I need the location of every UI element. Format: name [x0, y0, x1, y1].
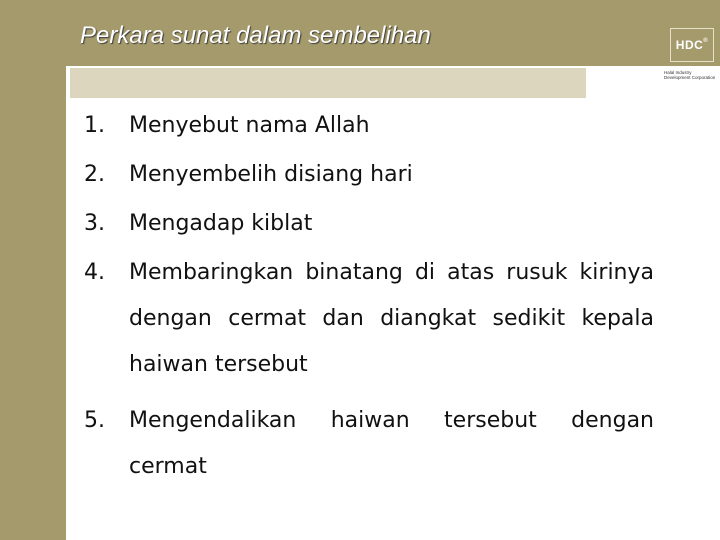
logo-caption [664, 70, 720, 80]
list-item [84, 159, 654, 191]
list-item-text: Mengadap kiblat [129, 211, 313, 236]
list-item [84, 250, 654, 388]
list-item-text: Membaringkan binatang di atas rusuk kirinya dengan cermat dan diangkat sedikit kepala haiwan tersebut [129, 260, 654, 377]
list-item-number: 4. [84, 260, 105, 285]
logo-caption-line1: Halal Industry [664, 70, 692, 75]
list-item-number: 2. [84, 162, 105, 187]
list-item [84, 110, 654, 142]
left-accent-strip [0, 0, 66, 540]
slide-title: Perkara sunat dalam sembelihan [80, 22, 431, 49]
list-item-text: Menyembelih disiang hari [129, 162, 413, 187]
list-item [84, 398, 654, 490]
list-item-number: 5. [84, 408, 105, 433]
subtitle-band [70, 68, 586, 98]
list-item [84, 208, 654, 240]
list-item-text: Menyebut nama Allah [129, 113, 370, 138]
logo-caption-line2: Development Corporation [664, 75, 716, 80]
numbered-list [84, 110, 654, 507]
list-item-text: Mengendalikan haiwan tersebut dengan cermat [129, 408, 654, 479]
list-item-number: 1. [84, 113, 105, 138]
logo-mark: HDC [675, 38, 704, 52]
logo-trademark-icon: ® [703, 38, 709, 44]
list-item-number: 3. [84, 211, 105, 236]
hdc-logo [670, 28, 714, 62]
